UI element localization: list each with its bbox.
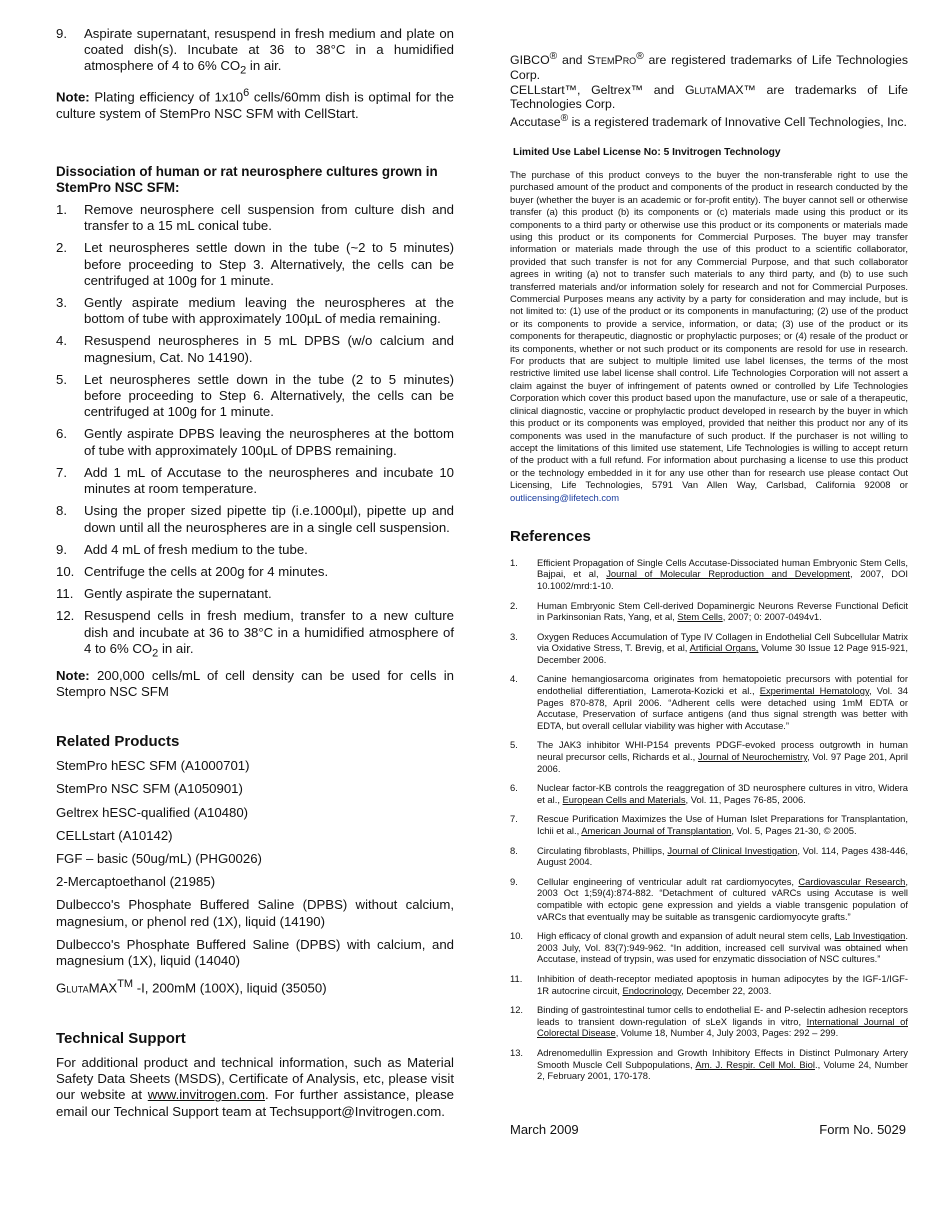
reference-text-post: Volume 30 Issue 12 Page 915-921, December 2006. [537, 642, 908, 665]
dissociation-heading: Dissociation of human or rat neurosphere cultures grown in StemPro NSC SFM: [56, 164, 438, 196]
trademark-accutase [510, 112, 908, 130]
reference-item [510, 557, 908, 592]
superscript: TM [117, 978, 134, 991]
products-list [56, 758, 454, 969]
reference-item [510, 782, 908, 805]
step-text: Centrifuge the cells at 200g for 4 minutes. [84, 563, 329, 579]
reference-text-post: , 2007; 0: 2007-0494v1. [722, 611, 822, 623]
journal-link[interactable]: Journal of Clinical Investigation [667, 844, 798, 856]
footer [510, 1122, 906, 1137]
registered-mark: ® [549, 51, 558, 62]
step-number: 1. [56, 202, 67, 218]
subscript: 2 [152, 647, 159, 660]
step-text: Remove neurosphere cell suspension from culture dish and transfer to a 15 mL conical tube. [84, 202, 454, 234]
journal-link[interactable]: Am. J. Respir. Cell Mol. Biol [695, 1058, 815, 1070]
footer-date: March 2009 [510, 1122, 579, 1137]
step-text: Add 1 mL of Accutase to the neurospheres and incubate 10 minutes at room temperature. [84, 464, 454, 497]
reference-number: 10. [510, 930, 524, 942]
journal-link[interactable]: Artificial Organs, [689, 642, 759, 654]
reference-text-post: , Vol. 11, Pages 76-85, 2006. [685, 793, 806, 805]
note-density [56, 668, 454, 700]
step-number: 2. [56, 240, 67, 256]
reference-number: 6. [510, 782, 518, 794]
technical-support-text [56, 1055, 454, 1120]
reference-item [510, 930, 908, 965]
reference-number: 4. [510, 673, 518, 685]
left-column [56, 26, 454, 1120]
reference-text-post: , December 22, 2003. [681, 984, 772, 996]
footer-form-number: Form No. 5029 [819, 1122, 906, 1137]
reference-number: 9. [510, 875, 518, 887]
website-link[interactable]: www.invitrogen.com [147, 1087, 265, 1103]
note-text-post: cells/60mm dish is optimal for the culture system of StemPro NSC SFM with CellStart. [56, 89, 454, 121]
reference-number: 11. [510, 972, 523, 984]
step-item [56, 26, 454, 79]
reference-item [510, 673, 908, 731]
journal-link[interactable]: Journal of Molecular Reproduction and Development [606, 568, 851, 580]
product-item: Geltrex hESC-qualified (A10480) [56, 804, 249, 820]
reference-text-post: . 2003 July, Vol. 83(7):949-962. “In addition, increased cell survival was obtained when Accutase, instead of trypsin, was used for enzymatic dissociation of NSC cultures.” [537, 930, 908, 965]
dissociation-steps [56, 202, 454, 602]
journal-link[interactable]: Journal of Neurochemistry [698, 751, 808, 763]
journal-link[interactable]: European Cells and Materials [562, 793, 686, 805]
reference-text: Rescue Purification Maximizes the Use of Human Islet Preparations for Transplantation, Ichii et al., [537, 813, 908, 837]
glutamax-max: MAX [88, 980, 118, 996]
reference-item [510, 1004, 908, 1039]
step-list-top [56, 26, 454, 79]
reference-number: 3. [510, 630, 518, 642]
journal-link[interactable]: Lab Investigation [834, 930, 906, 942]
reference-text-post: , Vol. 34 Pages 870-878, April 2006. “Adherent cells were detached using 1mM EDTA or Accutase, Preservation of surface antigens (and thus signal strength was better with EDTA, but overall cellular viability was higher with Accutase.” [537, 685, 908, 731]
step-text: Aspirate supernatant, resuspend in fresh medium and plate on coated dish(s). Incubate at 36 to 38°C in a humidified atmosphere of 4 to 6% CO [84, 26, 454, 74]
note-label: Note: [56, 667, 90, 683]
reference-item [510, 845, 908, 868]
reference-text-post: , Vol. 5, Pages 21-30, © 2005. [731, 825, 857, 837]
support-text-post: . For further assistance, please email our Technical Support team at Techsupport@Invitrogen.com. [56, 1087, 455, 1119]
step-number: 3. [56, 295, 67, 311]
reference-text: Nuclear factor-KB controls the reaggregation of 3D neurosphere cultures in vitro, Widera et al., [537, 782, 908, 805]
step-text: Resuspend cells in fresh medium, transfer to a new culture dish and incubate at 36 to 38°C in a humidified atmosphere of 4 to 6% CO [84, 608, 454, 656]
license-body: The purchase of this product conveys to the buyer the non-transferable right to use the purchased amount of the product and components of the product in research conducted by the buyer (whether the buyer is an academic or for-profit entity). The buyer cannot sell or otherwise transfer (a) this product (b) its components or (c) materials made using this product or its components to a third party or otherwise use this product or its components or materials made using this product or its components for Commercial Purposes. The buyer may transfer information or materials made through the use of this product to a scientific collaborator, provided that such transfer is not for any Commercial Purpose, and that such collaborator agrees in writing (a) not to transfer such materials to any third party, and (b) to use such transferred materials and/or information solely for research and not for Commercial Purposes. Commercial Purposes means any activity by a party for consideration and may include, but is not limited to: (1) use of the product or its components in manufacturing; (2) use of the product or its components to provide a service, information, or data; (3) use of the product or its components for therapeutic, diagnostic or prophylactic purposes; or (4) resale of the product or its components, whether or not such product or its components are resold for use in research. For products that are subject to multiple limited use label licenses, the terms of the most restrictive limited use label license shall control. Life Technologies Corporation will not assert a claim against the buyer of infringement of patents owned or controlled by Life Technologies Corporation which cover this product based upon the manufacture, use or sale of a therapeutic, clinical diagnostic, vaccine or prophylactic product developed in research by the buyer in which this product or its components was employed, provided that neither this product nor any of its components was used in the manufacture of such product. If the purchaser is not willing to accept the limitations of this limited use statement, Life Technologies is willing to accept return of the product with a full refund. For information about purchasing a license to use this product or the technology embedded in it for any use other than for research use please contact Out Licensing, Life Technologies, 5791 Van Allen Way, Carlsbad, California 92008 or [510, 168, 908, 491]
reference-text: High efficacy of clonal growth and expansion of adult neural stem cells, [537, 930, 835, 942]
license-text [510, 169, 908, 504]
related-products-heading: Related Products [56, 732, 180, 750]
journal-link[interactable]: Experimental Hematology [759, 685, 869, 697]
reference-text: Adrenomedullin Expression and Growth Inhibitory Effects in Distinct Pulmonary Artery Smooth Muscle Cell Subpopulations, [537, 1046, 908, 1070]
journal-link[interactable]: American Journal of Transplantation [581, 825, 732, 837]
reference-text: Cellular engineering of ventricular adult rat cardiomyocytes, [537, 875, 799, 887]
reference-number: 13. [510, 1046, 524, 1058]
product-item: Dulbecco's Phosphate Buffered Saline (DPBS) with calcium, and magnesium (1X), liquid (14040) [56, 936, 454, 968]
reference-number: 8. [510, 844, 518, 856]
superscript: 6 [243, 87, 250, 100]
reference-text: Canine hemangiosarcoma originates from hematopoietic precursors with potential for endothelial differentiation, Lamerota-Kozicki et al., [537, 673, 908, 697]
step-item [56, 426, 454, 458]
step-text: Let neurospheres settle down in the tube (~2 to 5 minutes) before proceeding to Step 3. Alternatively, the cells can be centrifuged at 100g for 1 minute. [84, 240, 454, 288]
step-item [56, 608, 454, 661]
trademark-cellstart [510, 83, 908, 113]
step-item [56, 372, 454, 421]
reference-item [510, 631, 908, 666]
product-item: StemPro NSC SFM (A1050901) [56, 781, 243, 797]
reference-number: 5. [510, 739, 518, 751]
reference-text: Inhibition of death-receptor mediated apoptosis in human adipocytes by the IGF-1/IGF-1R autocrine circuit, [537, 972, 908, 996]
step-number: 7. [56, 464, 67, 480]
step-item [56, 202, 454, 234]
product-item: StemPro hESC SFM (A1000701) [56, 758, 250, 774]
note-label: Note: [56, 89, 90, 105]
step-number: 11. [56, 586, 74, 602]
trademark-gibco [510, 50, 908, 83]
reference-item [510, 600, 908, 623]
note-plating [56, 85, 454, 122]
reference-item [510, 973, 908, 996]
tm-text: MAX™ are trademarks of Life Technologies Corp. [510, 82, 909, 112]
tm-text: and S [557, 53, 596, 68]
license-email-link[interactable]: outlicensing@lifetech.com [510, 491, 620, 503]
reference-item [510, 813, 908, 836]
tm-text: Accutase [510, 115, 561, 130]
step-text: Gently aspirate medium leaving the neurospheres at the bottom of tube with approximately 100µL of media remaining. [84, 295, 454, 327]
reference-text: Oxygen Reduces Accumulation of Type IV Collagen in Endothelial Cell Subcellular Matrix via Oxidative Stress, T. Brevig, et al, [537, 630, 908, 654]
step-item [56, 564, 454, 580]
journal-link[interactable]: Stem Cells [677, 611, 723, 623]
step-item [56, 542, 454, 558]
references-heading: References [510, 527, 591, 545]
glutamax-g: G [56, 980, 67, 996]
step-number: 12. [56, 608, 75, 624]
reference-text-post: , Vol. 97 Page 201, April 2006. [537, 751, 909, 774]
tm-sc: luta [694, 82, 717, 97]
reference-text-post: , Volume 18, Number 4, July 2003, Pages: 292 – 299. [615, 1027, 839, 1039]
step-number: 5. [56, 371, 67, 387]
step-number: 9. [56, 26, 67, 41]
step-text: Using the proper sized pipette tip (i.e.1000µl), pipette up and down until all the neurospheres are in a single cell suspension. [84, 503, 454, 535]
step-number: 6. [56, 426, 67, 442]
step-item [56, 333, 454, 365]
reference-text-post: , Vol. 114, Pages 438-446, August 2004. [537, 844, 908, 868]
tm-sc: tem [595, 53, 615, 68]
note-text: 200,000 cells/mL of cell density can be used for cells in Stempro NSC SFM [56, 667, 454, 699]
glutamax-sc: luta [66, 980, 89, 996]
note-text: Plating efficiency of 1x10 [89, 89, 244, 105]
reference-number: 1. [510, 556, 518, 568]
tm-text: are registered trademarks of Life Technologies Corp. [510, 53, 908, 82]
journal-link[interactable]: Endocrinology [622, 984, 682, 996]
references-list [510, 557, 908, 1082]
product-item-glutamax [56, 976, 454, 997]
step-text: Gently aspirate the supernatant. [84, 586, 272, 602]
step-item [56, 295, 454, 327]
step-text-tail: in air. [246, 58, 282, 74]
technical-support-heading: Technical Support [56, 1029, 186, 1047]
tm-text: P [614, 53, 623, 68]
reference-text-post: ., Volume 24, Number 2, February 2001, 170-178. [537, 1058, 908, 1082]
glutamax-rest: -I, 200mM (100X), liquid (35050) [133, 980, 327, 996]
right-column [510, 50, 908, 1090]
step-text: Gently aspirate DPBS leaving the neurospheres at the bottom of tube with approximately 100µL of DPBS remaining. [84, 426, 454, 458]
reference-text: Efficient Propagation of Single Cells Accutase-Dissociated human Embryonic Stem Cells, Bajpai, et al, [537, 556, 908, 580]
tm-text: is a registered trademark of Innovative Cell Technologies, Inc. [568, 115, 907, 130]
reference-item [510, 1047, 908, 1082]
step-list-last [56, 608, 454, 661]
registered-mark: ® [560, 113, 569, 125]
tm-text: CELLstart™, Geltrex™ and G [510, 82, 695, 97]
product-item: CELLstart (A10142) [56, 827, 173, 843]
reference-number: 12. [510, 1004, 524, 1016]
reference-text: Binding of gastrointestinal tumor cells to endothelial E- and P-selectin adhesion receptors leads to transient down-regulation of sLeX ligands in vitro, [537, 1004, 908, 1027]
reference-item [510, 739, 908, 774]
step-item [56, 586, 454, 602]
step-item [56, 465, 454, 497]
reference-number: 2. [510, 599, 518, 611]
reference-text: Circulating fibroblasts, Phillips, [537, 844, 668, 856]
product-item: FGF – basic (50ug/mL) (PHG0026) [56, 850, 262, 866]
trademarks [510, 50, 908, 130]
step-text-tail: in air. [158, 640, 194, 656]
tm-text: GIBCO [510, 53, 550, 68]
journal-link[interactable]: Cardiovascular Research [798, 875, 906, 887]
subscript: 2 [240, 65, 247, 78]
step-item [56, 240, 454, 289]
product-item: Dulbecco's Phosphate Buffered Saline (DPBS) without calcium, magnesium, or phenol red (1X), liquid (14190) [56, 897, 454, 929]
step-number: 8. [56, 503, 67, 519]
license-title: Limited Use Label License No: 5 Invitrogen Technology [513, 147, 781, 159]
step-item [56, 503, 454, 535]
reference-item [510, 876, 908, 922]
product-item: 2-Mercaptoethanol (21985) [56, 874, 216, 890]
reference-text: Human Embryonic Stem Cell-derived Dopaminergic Neurons Reverse Functional Deficit in Parkinsonian Rats, Yang, et al, [537, 599, 908, 623]
step-number: 9. [56, 541, 67, 557]
reference-number: 7. [510, 813, 518, 825]
tm-sc: ro [622, 53, 637, 68]
step-text: Let neurospheres settle down in the tube (2 to 5 minutes) before proceeding to Step 6. Alternatively, the cells can be centrifuged at 100g for 1 minute. [84, 371, 454, 420]
step-number: 4. [56, 333, 67, 349]
step-text: Add 4 mL of fresh medium to the tube. [84, 541, 308, 557]
reference-text-post: , 2007, DOI 10.1002/mrd:1-10. [537, 568, 908, 591]
registered-mark: ® [636, 51, 644, 62]
reference-text: The JAK3 inhibitor WHI-P154 prevents PDGF-evoked process outgrowth in human neural precursor cells, Richards et al., [537, 739, 908, 763]
reference-text-post: , 2003 Oct 1;59(4):874-882. “Detachment of cultured vARCs using Accutase is well compatible with ectopic gene expression and yields a viable transgenic population of vARCs that eventually may be suitable as transgenic cardiomyocyte grafts.” [537, 875, 908, 922]
step-text: Resuspend neurospheres in 5 mL DPBS (w/o calcium and magnesium, Cat. No 14190). [84, 333, 454, 365]
support-text: For additional product and technical information, such as Material Safety Data Sheets (MSDS), Certificate of Analysis, etc, please visit our website at [56, 1055, 454, 1103]
step-number: 10. [56, 563, 75, 579]
journal-link[interactable]: International Journal of Colorectal Disease [537, 1015, 908, 1039]
